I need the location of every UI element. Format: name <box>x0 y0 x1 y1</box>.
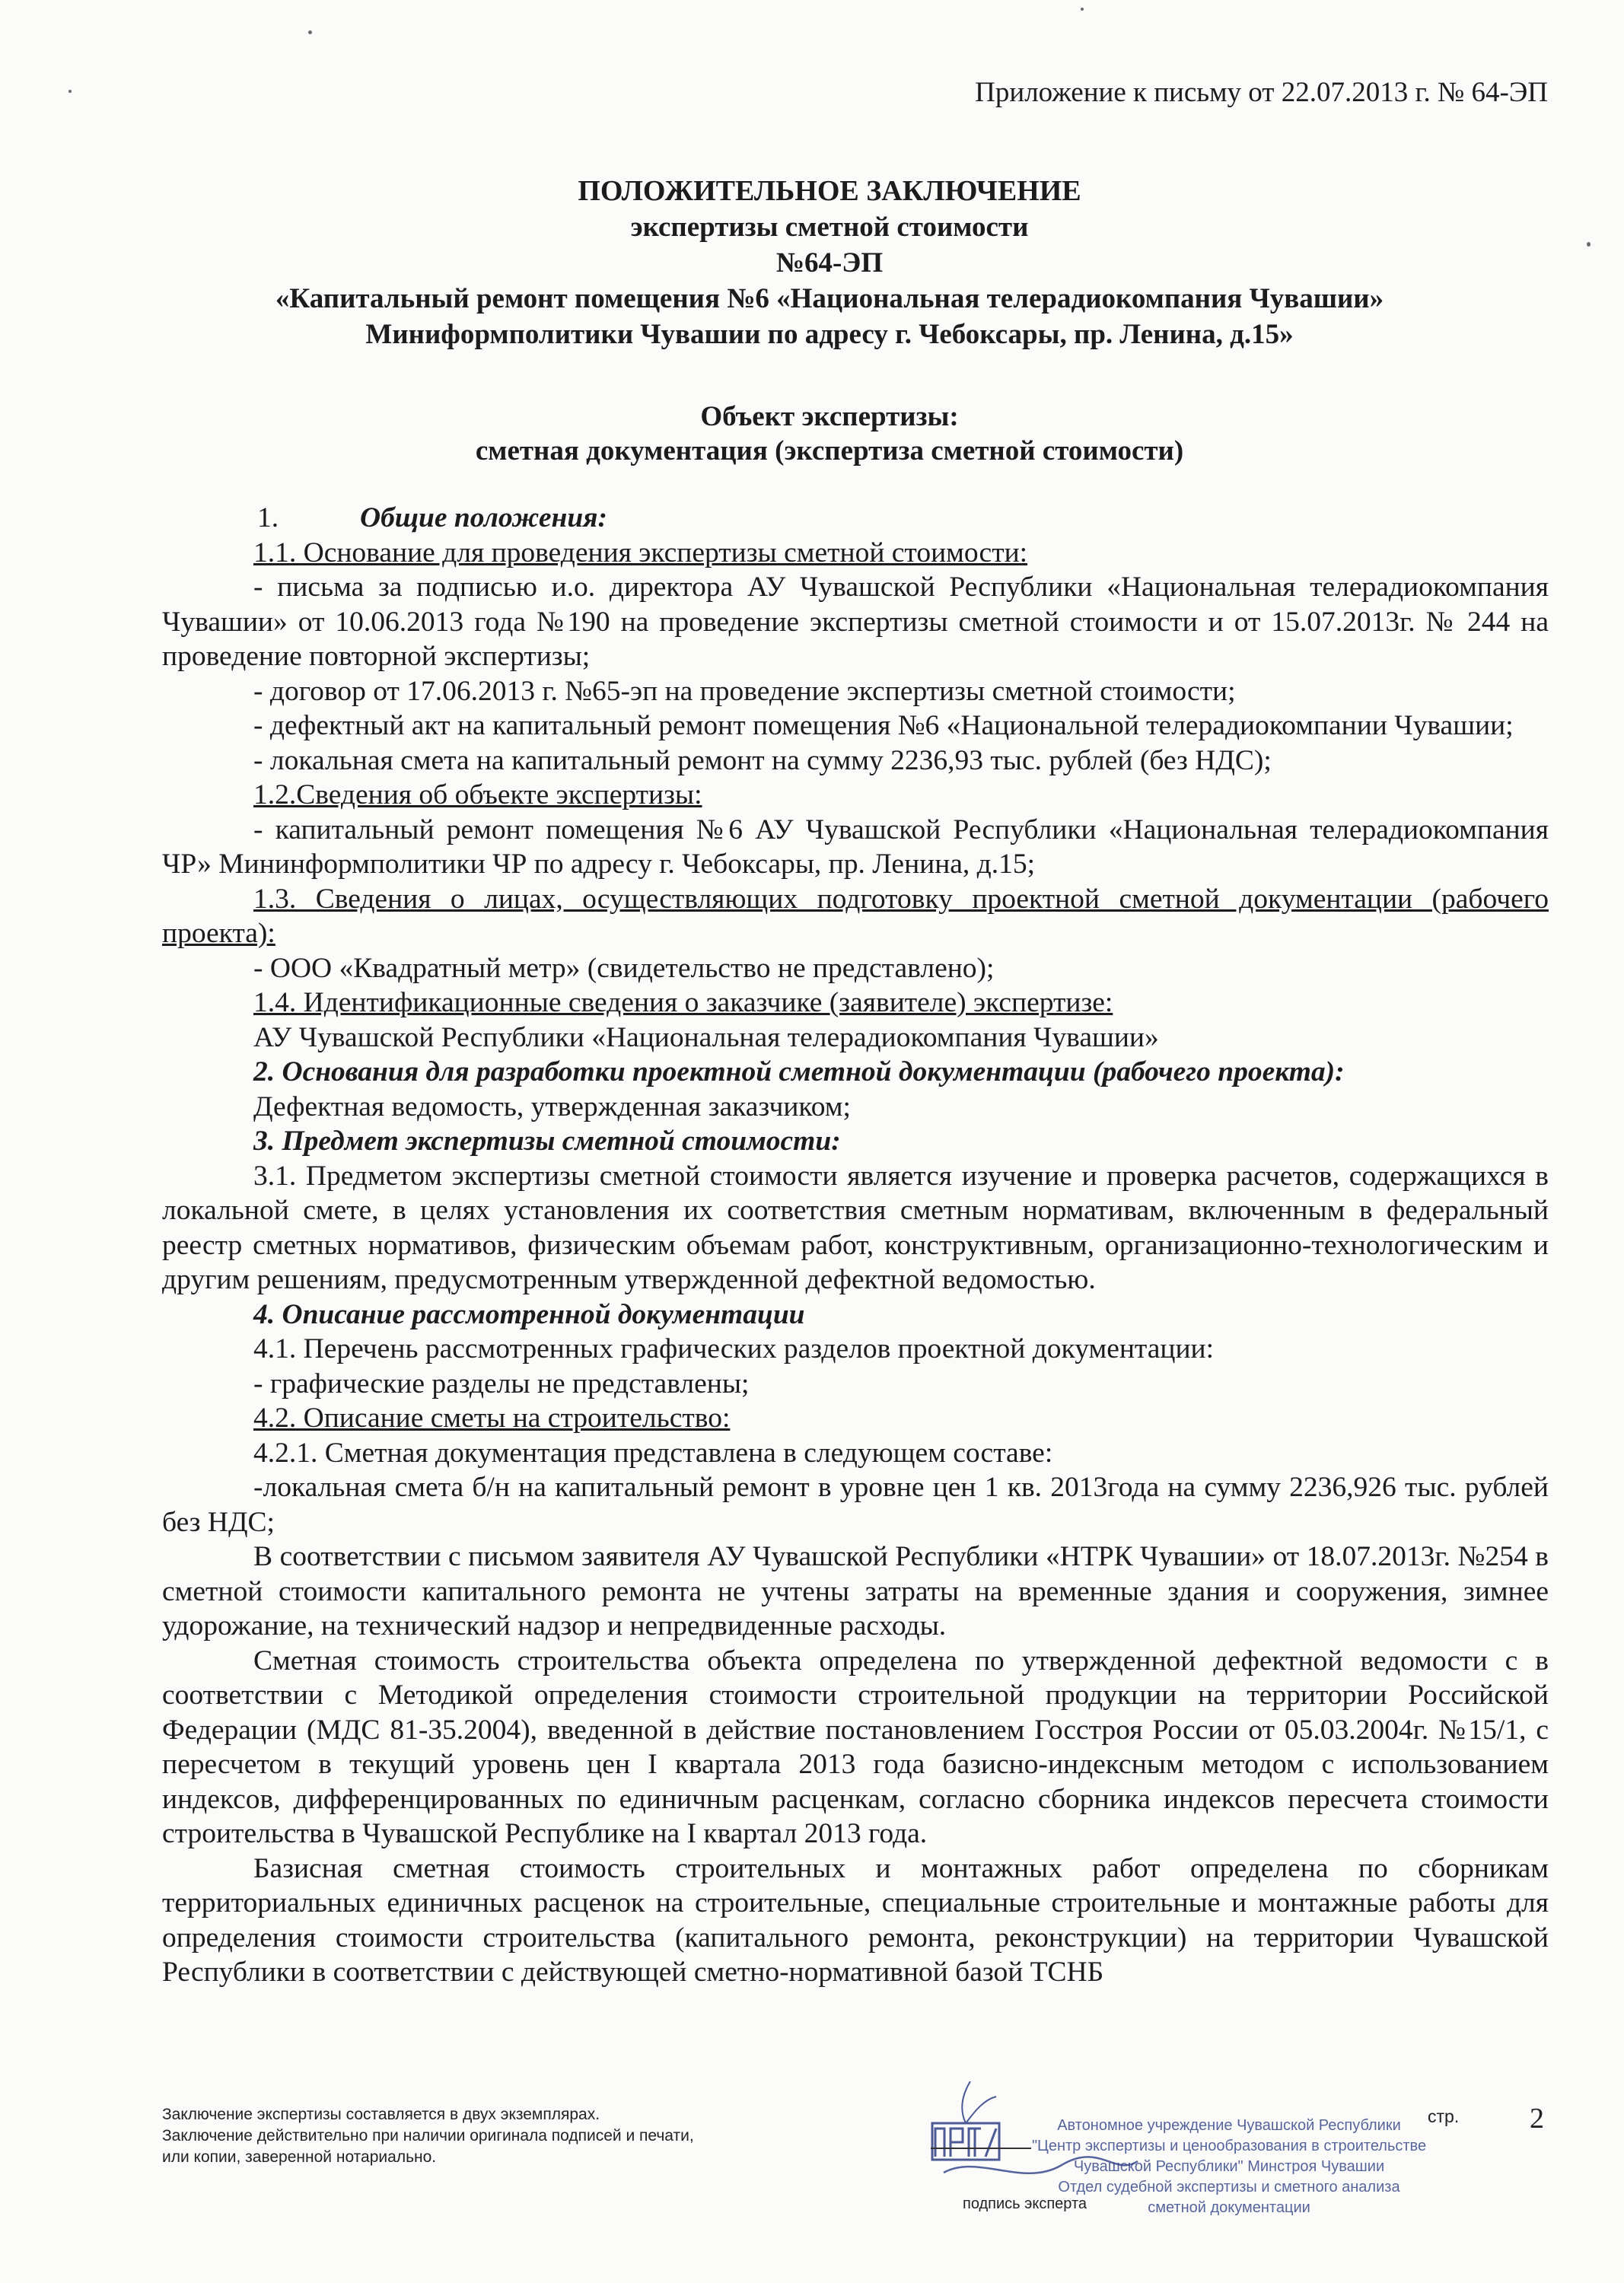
section-3-heading <box>162 1124 1549 1159</box>
section-3-text: 3.1. Предметом экспертизы сметной стоимости является изучение и проверка расчетов, содержащихся в локальной смете, в целях установления их соответствия сметным нормативам, включенным в федеральный реестр сметных нормативов, физическим объемам работ, конструктивным, организационно-технологическим и другим решениям, предусмотренным утвержденной дефектной ведомостью. <box>162 1160 1549 1295</box>
title-number: №64-ЭП <box>775 247 884 279</box>
footer-notes <box>162 2104 694 2168</box>
section-1-title: Общие положения: <box>360 502 607 533</box>
basis-letters: - письма за подписью и.о. директора АУ Чувашской Республики «Национальная телерадиокомпания Чувашии» от 10.06.2013 года №190 на проведение экспертизы сметной стоимости и от 15.07.2013г. № 244 на проведение повторной экспертизы; <box>162 572 1549 672</box>
section-3-title: 3. Предмет экспертизы сметной стоимости: <box>253 1126 841 1157</box>
section-4-2-heading <box>162 1401 1549 1436</box>
scan-speck <box>68 90 72 93</box>
applicant-letter-paragraph: В соответствии с письмом заявителя АУ Чувашской Республики «НТРК Чувашии» от 18.07.2013г. №254 в сметной стоимости капитального ремонта не учтены затраты на временные здания и сооружения, зимнее удорожание, на технический надзор и непредвиденные расходы. <box>162 1541 1549 1641</box>
methodology-paragraph: Сметная стоимость строительства объекта определена по утвержденной дефектной ведомости с в соответствии с Методикой определения стоимости строительной продукции на территории Российской Федерации (МДС 81-35.2004), введенной в действие постановлением Госстроя России от 05.03.2004г. №15/1, с пересчетом в текущий уровень цен I квартала 2013 года базисно-индексным методом с использованием индексов, дифференцированных по единичным расценкам, согласно сборника индексов пересчета стоимости строительства в Чувашской Республике на I квартал 2013 года. <box>162 1645 1549 1849</box>
section-4-2-title: 4.2. Описание сметы на строительство: <box>253 1403 731 1434</box>
expert-signature-label: подпись эксперта <box>963 2195 1087 2212</box>
section-4-1-item: - графические разделы не представлены; <box>253 1368 750 1399</box>
document-body <box>162 501 1549 1990</box>
section-1-1-title: 1.1. Основание для проведения экспертизы сметной стоимости: <box>253 537 1028 568</box>
base-cost-paragraph: Базисная сметная стоимость строительных и монтажных работ определена по сборникам территориальных единичных расценок на строительные, специальные строительные и монтажные работы для определения стоимости строительства (капитального ремонта, реконструкции) на территории Чувашской Республики в соответствии с действующей сметно-нормативной базой ТСНБ <box>162 1852 1549 1988</box>
customer-info: АУ Чувашской Республики «Национальная телерадиокомпания Чувашии» <box>253 1021 1159 1053</box>
object-value: сметная документация (экспертиза сметной стоимости) <box>475 435 1184 466</box>
section-4-heading <box>162 1298 1549 1333</box>
page-number: 2 <box>1530 2103 1544 2135</box>
section-2-heading <box>162 1055 1549 1090</box>
designer-info: - ООО «Квадратный метр» (свидетельство не представлено); <box>253 952 995 984</box>
basis-defect-act: - дефектный акт на капитальный ремонт помещения №6 «Национальной телерадиокомпании Чувашии; <box>253 710 1514 741</box>
section-1-2-heading <box>162 778 1549 813</box>
section-1-4-title: 1.4. Идентификационные сведения о заказчике (заявителе) экспертизе: <box>253 987 1113 1018</box>
stamp-line-3: Чувашской Республики" Минстроя Чувашии <box>1073 2158 1385 2175</box>
page-label: стр. <box>1428 2106 1460 2126</box>
document-title <box>114 174 1545 352</box>
footer-line-3: или копии, заверенной нотариально. <box>162 2148 437 2166</box>
expertise-object <box>114 400 1545 468</box>
stamp-line-1: Автономное учреждение Чувашской Республики <box>1057 2117 1401 2134</box>
footer-line-1: Заключение экспертизы составляется в двух экземплярах. <box>162 2106 600 2123</box>
basis-contract: - договор от 17.06.2013 г. №65-эп на проведение экспертизы сметной стоимости; <box>253 675 1236 707</box>
stamp-line-5: сметной документации <box>1148 2199 1310 2216</box>
title-subtitle: экспертизы сметной стоимости <box>630 212 1029 243</box>
footer-line-2: Заключение действительно при наличии оригинала подписей и печати, <box>162 2127 694 2144</box>
scan-speck <box>308 30 312 34</box>
section-4-title: 4. Описание рассмотренной документации <box>253 1298 805 1330</box>
object-info: - капитальный ремонт помещения №6 АУ Чувашской Республики «Национальная телерадиокомпания ЧР» Мининформполитики ЧР по адресу г. Чебоксары, пр. Ленина, д.15; <box>162 814 1549 880</box>
section-1-3-heading <box>162 882 1549 951</box>
scan-speck <box>1587 242 1591 247</box>
section-1-1-heading <box>162 536 1549 571</box>
section-4-1-text: 4.1. Перечень рассмотренных графических разделов проектной документации: <box>253 1333 1215 1364</box>
scan-speck <box>1081 8 1084 11</box>
section-2-text: Дефектная ведомость, утвержденная заказчиком; <box>253 1091 851 1122</box>
section-2-title: 2. Основания для разработки проектной сметной документации (рабочего проекта): <box>253 1056 1345 1087</box>
stamp-line-4: Отдел судебной экспертизы и сметного анализа <box>1058 2179 1400 2195</box>
section-1-2-title: 1.2.Сведения об объекте экспертизы: <box>253 779 702 810</box>
section-4-2-1-item: -локальная смета б/н на капитальный ремонт в уровне цен 1 кв. 2013года на сумму 2236,926 тыс. рублей без НДС; <box>162 1472 1549 1538</box>
section-1-3-title: 1.3. Сведения о лицах, осуществляющих подготовку проектной сметной документации (рабочего проекта): <box>162 883 1549 949</box>
section-1-number: 1. <box>257 502 279 533</box>
object-label: Объект экспертизы: <box>700 401 959 432</box>
basis-local-estimate: - локальная смета на капитальный ремонт на сумму 2236,93 тыс. рублей (без НДС); <box>253 744 1272 776</box>
title-object-line2: Миниформполитики Чувашии по адресу г. Чебоксары, пр. Ленина, д.15» <box>365 319 1294 350</box>
letter-reference: Приложение к письму от 22.07.2013 г. № 64-ЭП <box>975 77 1548 108</box>
title-conclusion: ПОЛОЖИТЕЛЬНОЕ ЗАКЛЮЧЕНИЕ <box>578 175 1081 207</box>
section-1-heading <box>162 501 1549 536</box>
stamp-line-2: "Центр экспертизы и ценообразования в строительстве <box>1031 2138 1427 2154</box>
section-1-4-heading <box>162 985 1549 1021</box>
title-object-line1: «Капитальный ремонт помещения №6 «Национальная телерадиокомпания Чувашии» <box>275 283 1384 314</box>
section-4-2-1-text: 4.2.1. Сметная документация представлена в следующем составе: <box>253 1437 1053 1469</box>
